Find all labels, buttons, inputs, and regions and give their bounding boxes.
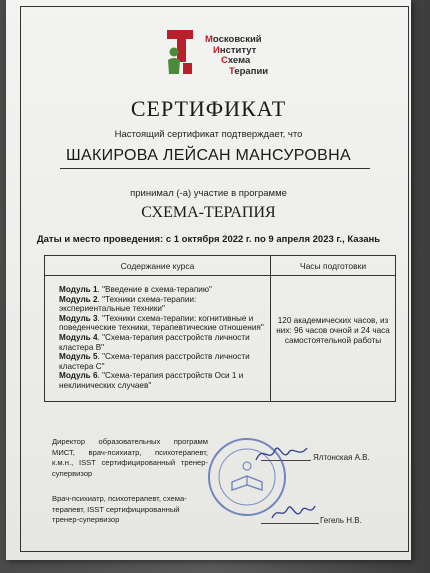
module-item: Модуль 3. "Техники схема-терапии: когнитивные и поведенческие техники, терапевтические отношения" xyxy=(59,313,264,333)
module-item: Модуль 4. "Схема-терапия расстройств личности кластера В" xyxy=(59,332,250,352)
dates-location: Даты и место проведения: с 1 октября 2022 г. по 9 апреля 2023 г., Казань xyxy=(36,234,381,245)
course-table xyxy=(44,255,396,402)
module-item: Модуль 2. "Техники схема-терапии: экспериентальные техники" xyxy=(59,294,197,314)
module-item: Модуль 1. "Введение в схема-терапию" xyxy=(59,285,212,294)
trainer-signature-icon xyxy=(268,500,318,526)
program-name: СХЕМА-ТЕРАПИЯ xyxy=(141,204,276,221)
confirm-text: Настоящий сертификат подтверждает, что xyxy=(114,129,303,140)
table-header-row xyxy=(45,256,395,276)
trainer-name: Гегель Н.В. xyxy=(320,516,362,525)
director-signature-icon xyxy=(251,440,311,468)
institute-logo-text: Московский Институт Схема Терапии xyxy=(205,34,269,77)
director-name: Ялтонская А.В. xyxy=(313,453,370,462)
module-item: Модуль 5. "Схема-терапия расстройств личности кластера С" xyxy=(59,352,250,371)
header-hours: Часы подготовки xyxy=(299,261,367,271)
recipient-name: ШАКИРОВА ЛЕЙСАН МАНСУРОВНА xyxy=(66,147,351,164)
certificate-title: СЕРТИФИКАТ xyxy=(130,96,287,121)
trainer-title: Врач-психиатр, психотерапевт, схема-терапевт, ISST сертифицированный тренер-супервизор xyxy=(52,494,187,524)
director-title: Директор образовательных программ МИСТ, врач-психиатр, психотерапевт, к.м.н., ISST сертифицированный тренер-супервизор xyxy=(52,437,208,478)
module-item: Модуль 6. "Схема-терапия расстройств Оси 1 и неклинических случаев" xyxy=(59,371,244,390)
modules-cell xyxy=(45,276,271,401)
hours-cell: 120 академических часов, из них: 96 часов очной и 24 часа самостоятельной работы xyxy=(276,316,390,345)
header-content: Содержание курса xyxy=(45,256,271,276)
certificate-paper xyxy=(6,0,411,560)
recipient-underline xyxy=(60,168,370,169)
institute-line1-rest: осковский xyxy=(212,34,262,45)
took-part-text: принимал (-а) участие в программе xyxy=(130,188,287,199)
institute-logo-icon xyxy=(165,30,199,76)
